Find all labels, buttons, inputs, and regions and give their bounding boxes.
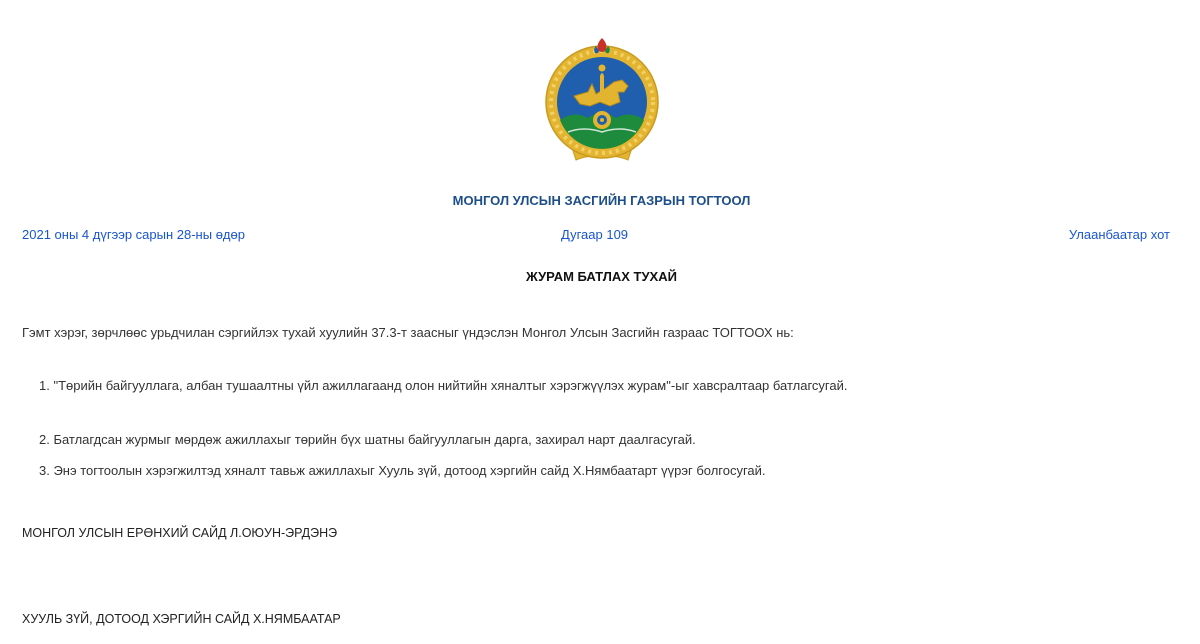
document-date: 2021 оны 4 дүгээр сарын 28-ны өдөр [22,227,245,242]
list-item: 1. "Төрийн байгууллага, албан тушаалтны үйл ажиллагаанд олон нийтийн хяналтыг хэрэгжүүлэх журам"-ыг хавсралтаар батлагсугай. [39,378,848,393]
document-number: Дугаар 109 [561,227,629,242]
document-title: МОНГОЛ УЛСЫН ЗАСГИЙН ГАЗРЫН ТОГТООЛ [452,193,751,208]
signature-justice-minister: ХУУЛЬ ЗҮЙ, ДОТООД ХЭРГИЙН САЙД Х.НЯМБААТАР [22,612,341,626]
signature-prime-minister: МОНГОЛ УЛСЫН ЕРӨНХИЙ САЙД Л.ОЮУН-ЭРДЭНЭ [22,526,338,540]
mongolia-state-emblem-icon [544,36,660,166]
document-preamble: Гэмт хэрэг, зөрчлөөс урьдчилан сэргийлэх тухай хуулийн 37.3-т заасныг үндэслэн Монгол Улсын Засгийн газраас ТОГТООХ нь: [22,325,794,340]
list-item: 2. Батлагдсан журмыг мөрдөж ажиллахыг төрийн бүх шатны байгууллагын дарга, захирал нарт даалгасугай. [39,432,696,447]
document-subject: ЖУРАМ БАТЛАХ ТУХАЙ [526,269,677,284]
list-item: 3. Энэ тогтоолын хэрэгжилтэд хяналт тавьж ажиллахыг Хууль зүй, дотоод хэргийн сайд Х.Нямбаатарт үүрэг болгосугай. [39,463,766,478]
document-place: Улаанбаатар хот [1068,227,1170,242]
